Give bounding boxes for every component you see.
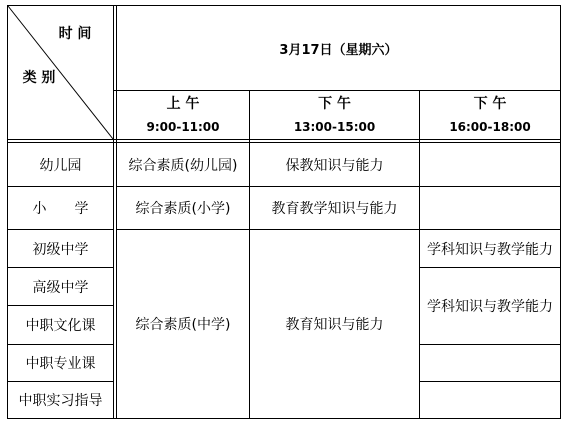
subject-kindergarten-morning: 综合素质(幼儿园)	[128, 157, 238, 174]
subject-senior-late: 学科知识与教学能力	[427, 299, 553, 315]
category-senior-middle: 高级中学	[32, 279, 89, 296]
category-vocational-major: 中职专业课	[25, 356, 96, 372]
subject-kindergarten-afternoon: 保教知识与能力	[285, 157, 384, 174]
subject-middle-afternoon: 教育知识与能力	[285, 317, 384, 333]
category-kindergarten: 幼儿园	[39, 157, 82, 174]
category-vocational-culture: 中职文化课	[25, 318, 96, 334]
subject-junior-late: 学科知识与教学能力	[427, 241, 553, 258]
category-junior-middle: 初级中学	[32, 241, 89, 258]
session-afternoon-period: 下 午	[318, 96, 351, 112]
session-afternoon-time: 13:00-15:00	[293, 120, 376, 134]
corner-category-label: 类 别	[22, 70, 56, 86]
date-header: 3月17日（星期六）	[279, 42, 398, 58]
session-morning-period: 上 午	[166, 96, 200, 112]
session-late-period: 下 午	[473, 96, 507, 112]
subject-middle-morning: 综合素质(中学)	[135, 317, 231, 333]
subject-primary-morning: 综合素质(小学)	[135, 201, 231, 217]
corner-time-label: 时 间	[58, 26, 92, 42]
category-primary: 小 学	[32, 201, 89, 217]
session-late-time: 16:00-18:00	[449, 120, 531, 134]
session-morning-time: 9:00-11:00	[146, 120, 220, 134]
category-vocational-practice: 中职实习指导	[18, 393, 103, 409]
subject-primary-afternoon: 教育教学知识与能力	[271, 201, 398, 217]
